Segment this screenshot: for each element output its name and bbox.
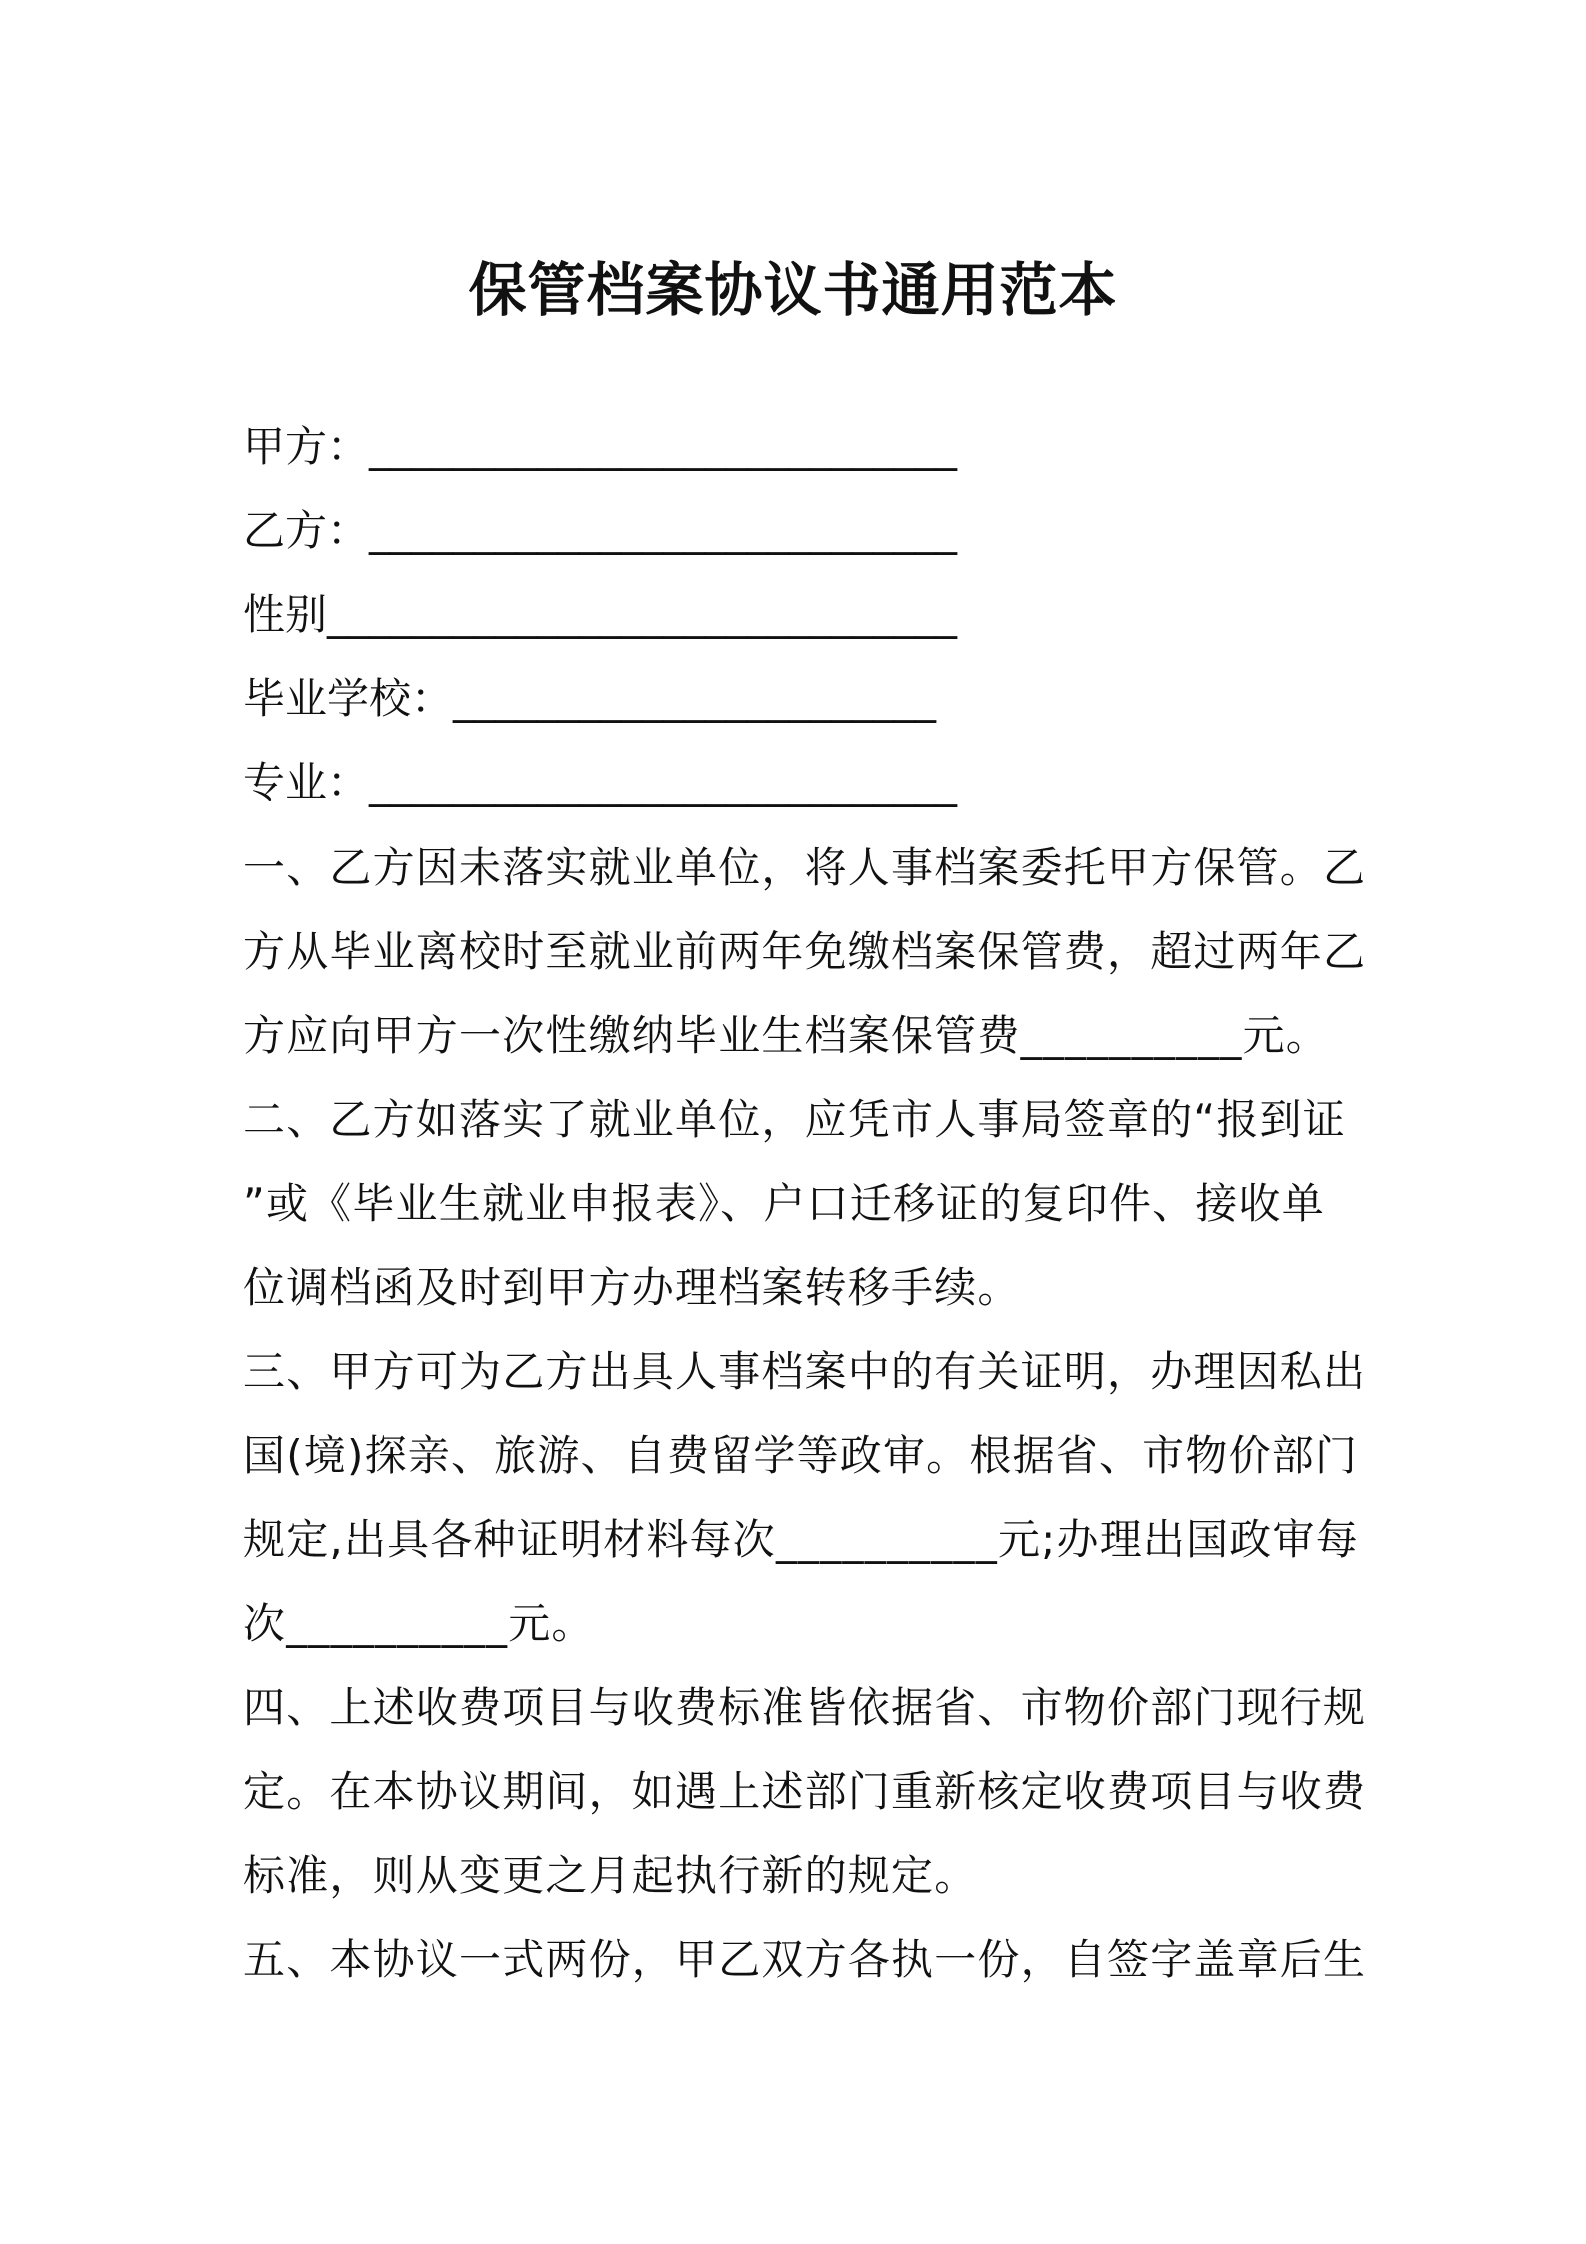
clause-1-line-3: 方应向甲方一次性缴纳毕业生档案保管费__________元。 xyxy=(243,1011,1330,1060)
clause-1-line-2: 方从毕业离校时至就业前两年免缴档案保管费，超过两年乙 xyxy=(243,927,1367,976)
clause-3-line-1: 三、甲方可为乙方出具人事档案中的有关证明，办理因私出 xyxy=(243,1347,1367,1396)
clause-2-line-2: ”或《毕业生就业申报表》、户口迁移证的复印件、接收单 xyxy=(243,1179,1325,1228)
clause-3-line-3: 规定,出具各种证明材料每次__________元;办理出国政审每 xyxy=(243,1515,1359,1564)
field-party-a: 甲方：____________________________ xyxy=(243,422,958,471)
clause-1-line-1: 一、乙方因未落实就业单位，将人事档案委托甲方保管。乙 xyxy=(243,843,1367,892)
field-party-b: 乙方：____________________________ xyxy=(243,506,958,555)
clause-2-line-1: 二、乙方如落实了就业单位，应凭市人事局签章的“报到证 xyxy=(243,1095,1346,1144)
document-title: 保管档案协议书通用范本 xyxy=(468,256,1118,324)
clause-4-line-2: 定。在本协议期间，如遇上述部门重新核定收费项目与收费 xyxy=(243,1767,1367,1816)
clause-3-line-2: 国(境)探亲、旅游、自费留学等政审。根据省、市物价部门 xyxy=(243,1431,1359,1480)
field-gender: 性别______________________________ xyxy=(243,590,958,639)
agreement-body xyxy=(243,826,1367,2002)
field-school: 毕业学校：_______________________ xyxy=(243,674,937,723)
clause-2-line-3: 位调档函及时到甲方办理档案转移手续。 xyxy=(243,1263,1021,1312)
clause-4-line-3: 标准，则从变更之月起执行新的规定。 xyxy=(243,1851,978,1900)
field-major: 专业：____________________________ xyxy=(243,758,958,807)
clause-3-line-4: 次__________元。 xyxy=(243,1599,595,1648)
clause-5-line-1: 五、本协议一式两份，甲乙双方各执一份，自签字盖章后生 xyxy=(243,1935,1367,1984)
clause-4-line-1: 四、上述收费项目与收费标准皆依据省、市物价部门现行规 xyxy=(243,1683,1367,1732)
party-fields xyxy=(243,405,1353,825)
